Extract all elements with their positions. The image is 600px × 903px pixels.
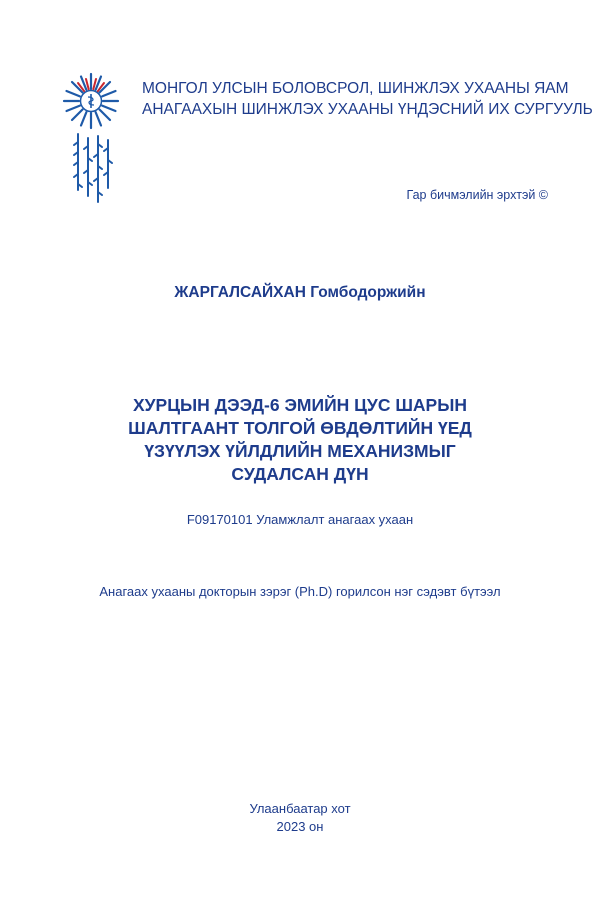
place-and-year	[0, 800, 600, 836]
ministry-header	[142, 78, 593, 120]
city: Улаанбаатар хот	[249, 801, 351, 816]
author-name: ЖАРГАЛСАЙХАН Гомбодоржийн	[174, 284, 426, 301]
thesis-title	[60, 394, 540, 486]
title-line-3: ҮЗҮҮЛЭХ ҮЙЛДЛИЙН МЕХАНИЗМЫГ	[144, 441, 456, 461]
degree-statement: Анагаах ухааны докторын зэрэг (Ph.D) горилсон нэг сэдэвт бүтээл	[99, 584, 501, 599]
copyright-notice: Гар бичмэлийн эрхтэй ©	[406, 188, 548, 202]
specialty-code: F09170101 Уламжлалт анагаах ухаан	[186, 512, 414, 527]
title-line-1: ХУРЦЫН ДЭЭД-6 ЭМИЙН ЦУС ШАРЫН	[133, 395, 467, 415]
university-name: АНАГААХЫН ШИНЖЛЭХ УХААНЫ ҮНДЭСНИЙ ИХ СУРГУУЛЬ	[142, 101, 593, 118]
ministry-name: МОНГОЛ УЛСЫН БОЛОВСРОЛ, ШИНЖЛЭХ УХААНЫ ЯАМ	[142, 80, 569, 97]
title-line-4: СУДАЛСАН ДҮН	[231, 464, 369, 484]
year: 2023 он	[276, 819, 324, 834]
mongolian-script-logo	[70, 130, 118, 210]
title-line-2: ШАЛТГААНТ ТОЛГОЙ ӨВДӨЛТИЙН ҮЕД	[128, 418, 472, 438]
university-emblem-icon	[62, 72, 120, 130]
